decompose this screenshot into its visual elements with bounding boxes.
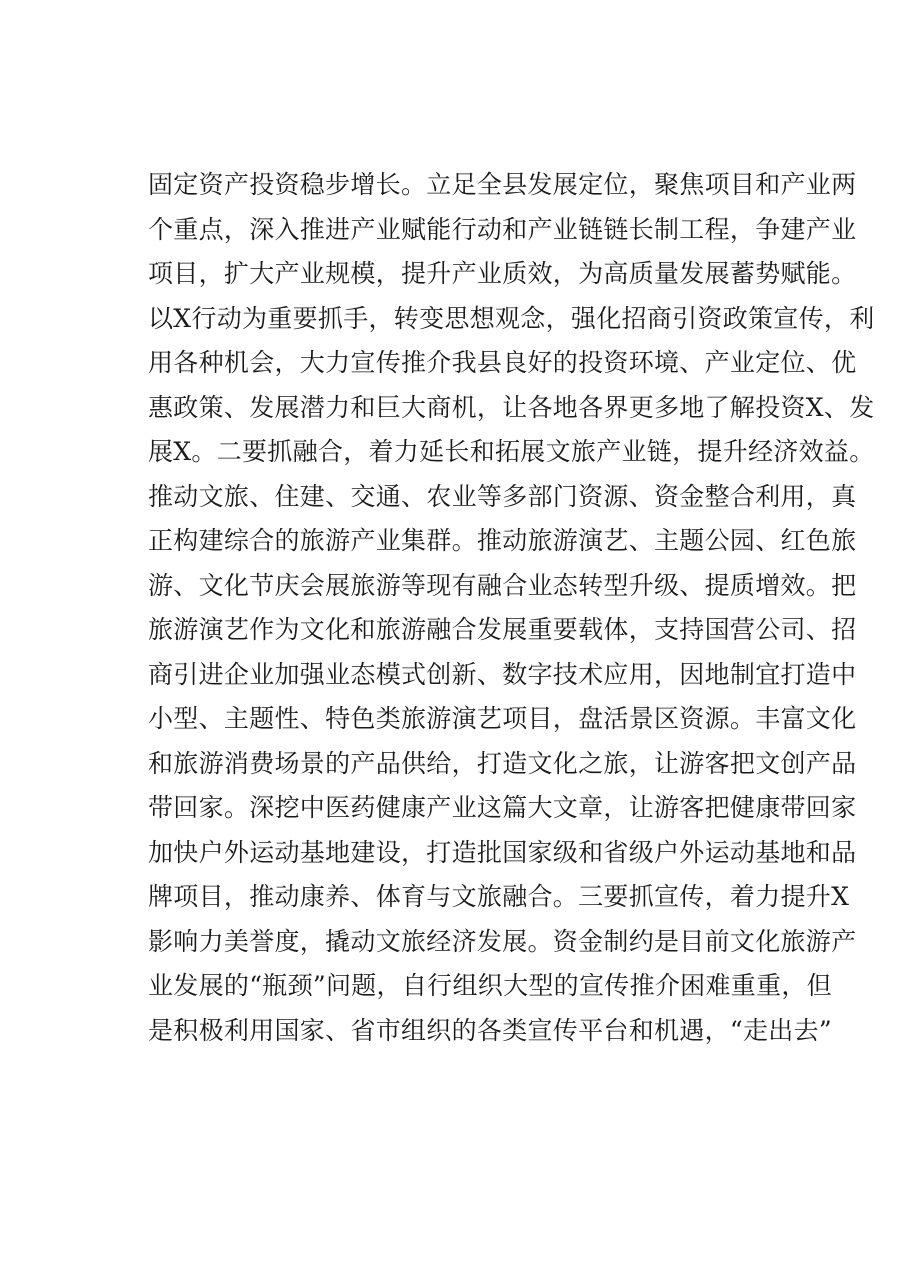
- text-line: 旅游演艺作为文化和旅游融合发展重要载体，支持国营公司、招: [148, 615, 857, 644]
- text-line: 以X行动为重要抓手，转变思想观念，强化招商引资政策宣传，利: [148, 303, 875, 333]
- text-line: 个重点，深入推进产业赋能行动和产业链链长制工程，争建产业: [148, 214, 857, 244]
- text-line: 固定资产投资稳步增长。立足全县发展定位，聚焦项目和产业两: [148, 170, 857, 199]
- body-text: [148, 163, 875, 1053]
- text-line: 小型、主题性、特色类旅游演艺项目，盘活景区资源。丰富文化: [148, 704, 857, 733]
- text-line: 带回家。深挖中医药健康产业这篇大文章，让游客把健康带回家: [148, 793, 857, 822]
- text-line: 项目，扩大产业规模，提升产业质效，为高质量发展蓄势赋能。: [148, 259, 857, 288]
- text-line: 正构建综合的旅游产业集群。推动旅游演艺、主题公园、红色旅: [148, 526, 857, 555]
- text-line: 和旅游消费场景的产品供给，打造文化之旅，让游客把文创产品: [148, 748, 857, 778]
- text-line: 商引进企业加强业态模式创新、数字技术应用，因地制宜打造中: [148, 659, 857, 689]
- text-line: 惠政策、发展潜力和巨大商机，让各地各界更多地了解投资X、发: [148, 392, 875, 422]
- text-line: 牌项目，推动康养、体育与文旅融合。三要抓宣传，着力提升X: [148, 882, 850, 911]
- text-line: 用各种机会，大力宣传推介我县良好的投资环境、产业定位、优: [148, 348, 857, 377]
- text-line: 是积极利用国家、省市组织的各类宣传平台和机遇，“走出去”: [148, 1015, 832, 1045]
- text-line: 游、文化节庆会展旅游等现有融合业态转型升级、提质增效。把: [148, 570, 857, 600]
- text-line: 影响力美誉度，撬动文旅经济发展。资金制约是目前文化旅游产: [148, 926, 857, 956]
- text-line: 业发展的“瓶颈”问题，自行组织大型的宣传推介困难重重，但: [148, 971, 832, 1000]
- text-line: 展X。二要抓融合，着力延长和拓展文旅产业链，提升经济效益。: [148, 437, 875, 466]
- text-line: 推动文旅、住建、交通、农业等多部门资源、资金整合利用，真: [148, 481, 857, 511]
- text-line: 加快户外运动基地建设，打造批国家级和省级户外运动基地和品: [148, 837, 857, 867]
